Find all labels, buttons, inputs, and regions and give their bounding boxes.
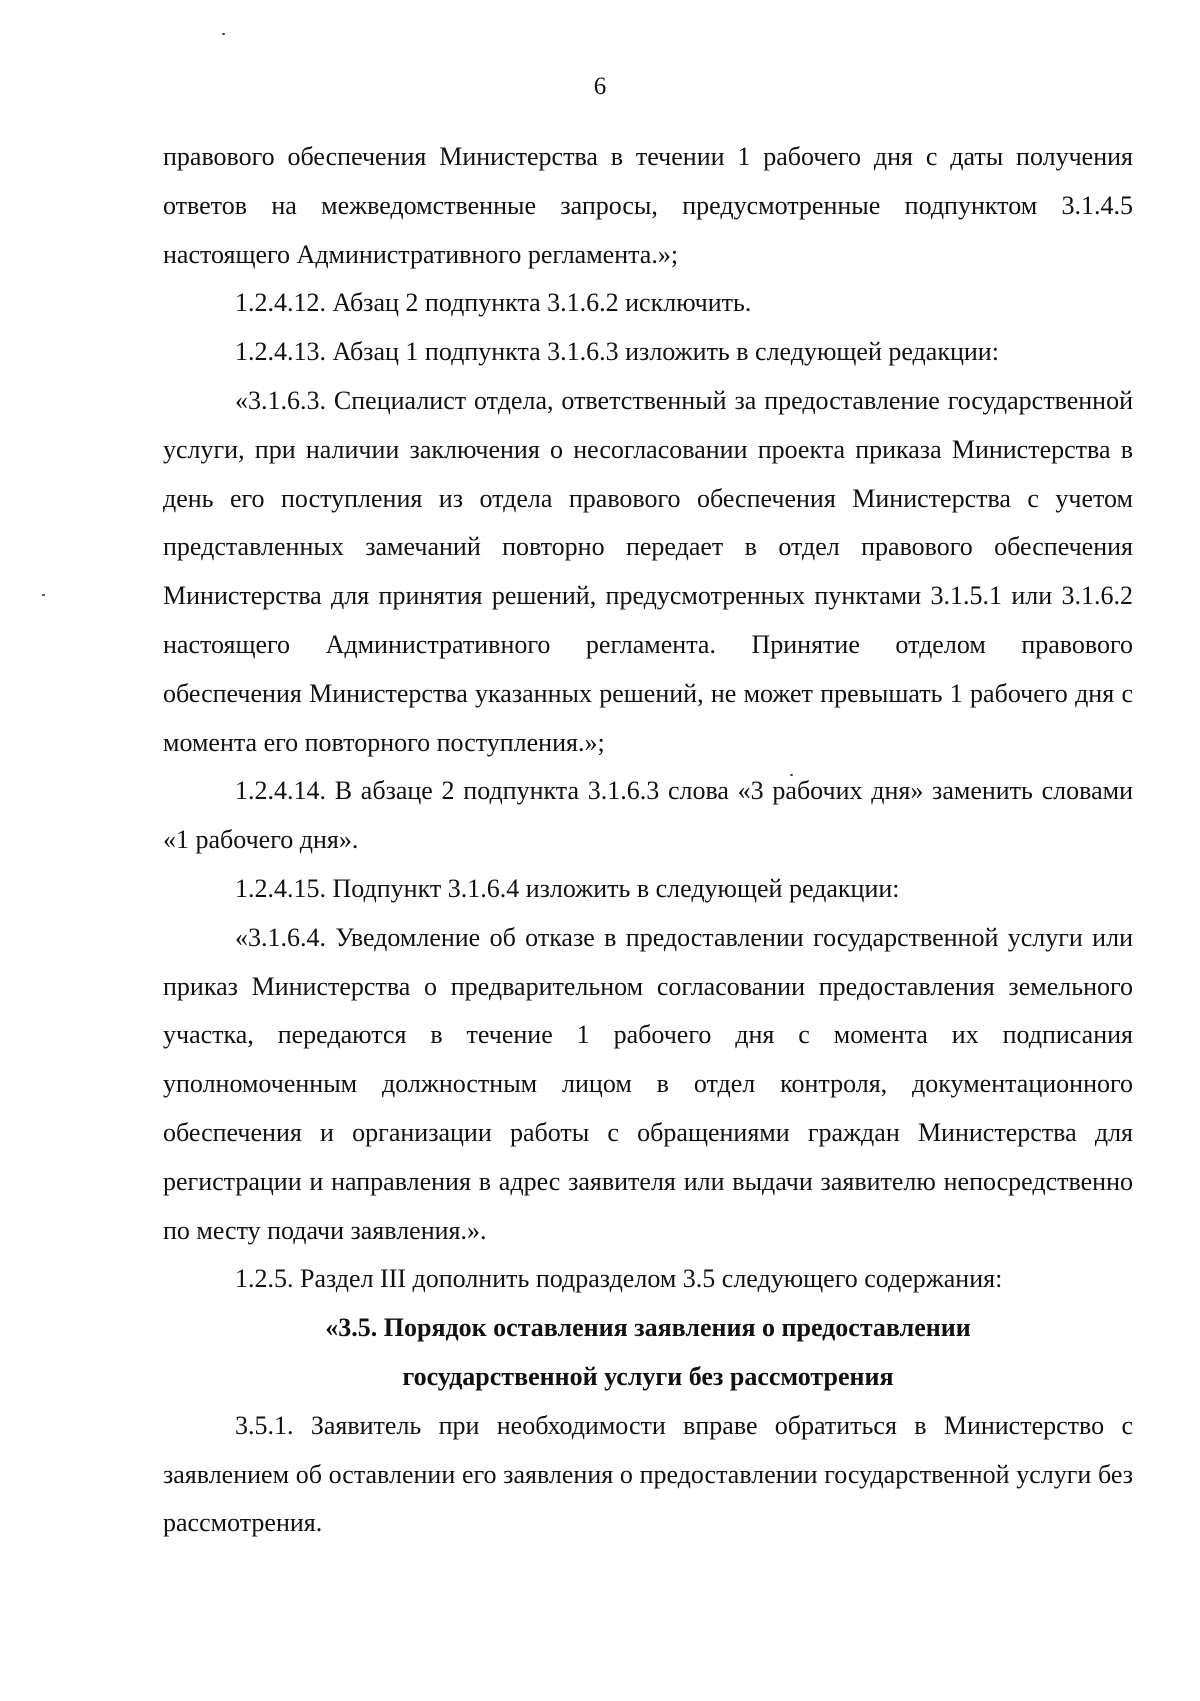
page-number: 6	[593, 73, 607, 100]
paragraph-3-5-1: 3.5.1. Заявитель при необходимости вправе обратиться в Министерство с заявлением об оставлении его заявления о предоставлении государственной услуги без рассмотрения.	[163, 1410, 1133, 1538]
paragraph-1-2-4-13: 1.2.4.13. Абзац 1 подпункта 3.1.6.3 изложить в следующей редакции:	[235, 337, 999, 367]
section-heading-line-2: государственной услуги без рассмотрения	[402, 1361, 894, 1391]
paragraph-3-1-6-4: «3.1.6.4. Уведомление об отказе в предоставлении государственной услуги или приказ Министерства о предварительном согласовании предоставления земельного участка, передаются в течение 1 рабочего дня с момента их подписания уполномоченным должностным лицом в отдел контроля, документационного обеспечения и организации работы с обращениями граждан Министерства для регистрации и направления в адрес заявителя или выдачи заявителю непосредственно по месту подачи заявления.».	[163, 922, 1133, 1245]
scan-speck	[42, 594, 45, 596]
paragraph-1-2-4-14: 1.2.4.14. В абзаце 2 подпункта 3.1.6.3 слова «3 рабочих дня» заменить словами «1 рабочего дня».	[163, 776, 1133, 855]
scan-speck	[222, 33, 225, 35]
section-heading-line-1: «3.5. Порядок оставления заявления о предоставлении	[325, 1313, 971, 1343]
paragraph-1-2-4-12: 1.2.4.12. Абзац 2 подпункта 3.1.6.2 исключить.	[235, 288, 752, 318]
paragraph-continuation: правового обеспечения Министерства в течении 1 рабочего дня с даты получения ответов на межведомственные запросы, предусмотренные подпунктом 3.1.4.5 настоящего Административного регламента.»;	[163, 142, 1133, 269]
paragraph-1-2-5: 1.2.5. Раздел III дополнить подразделом 3.5 следующего содержания:	[235, 1264, 1003, 1294]
paragraph-3-1-6-3: «3.1.6.3. Специалист отдела, ответственный за предоставление государственной услуги, при наличии заключения о несогласовании проекта приказа Министерства в день его поступления из отдела правового обеспечения Министерства с учетом представленных замечаний повторно передает в отдел правового обеспечения Министерства для принятия решений, предусмотренных пунктами 3.1.5.1 или 3.1.6.2 настоящего Административного регламента. Принятие отделом правового обеспечения Министерства указанных решений, не может превышать 1 рабочего дня с момента его повторного поступления.»;	[163, 385, 1133, 757]
paragraph-1-2-4-15: 1.2.4.15. Подпункт 3.1.6.4 изложить в следующей редакции:	[235, 873, 900, 903]
document-body	[163, 133, 1133, 1548]
